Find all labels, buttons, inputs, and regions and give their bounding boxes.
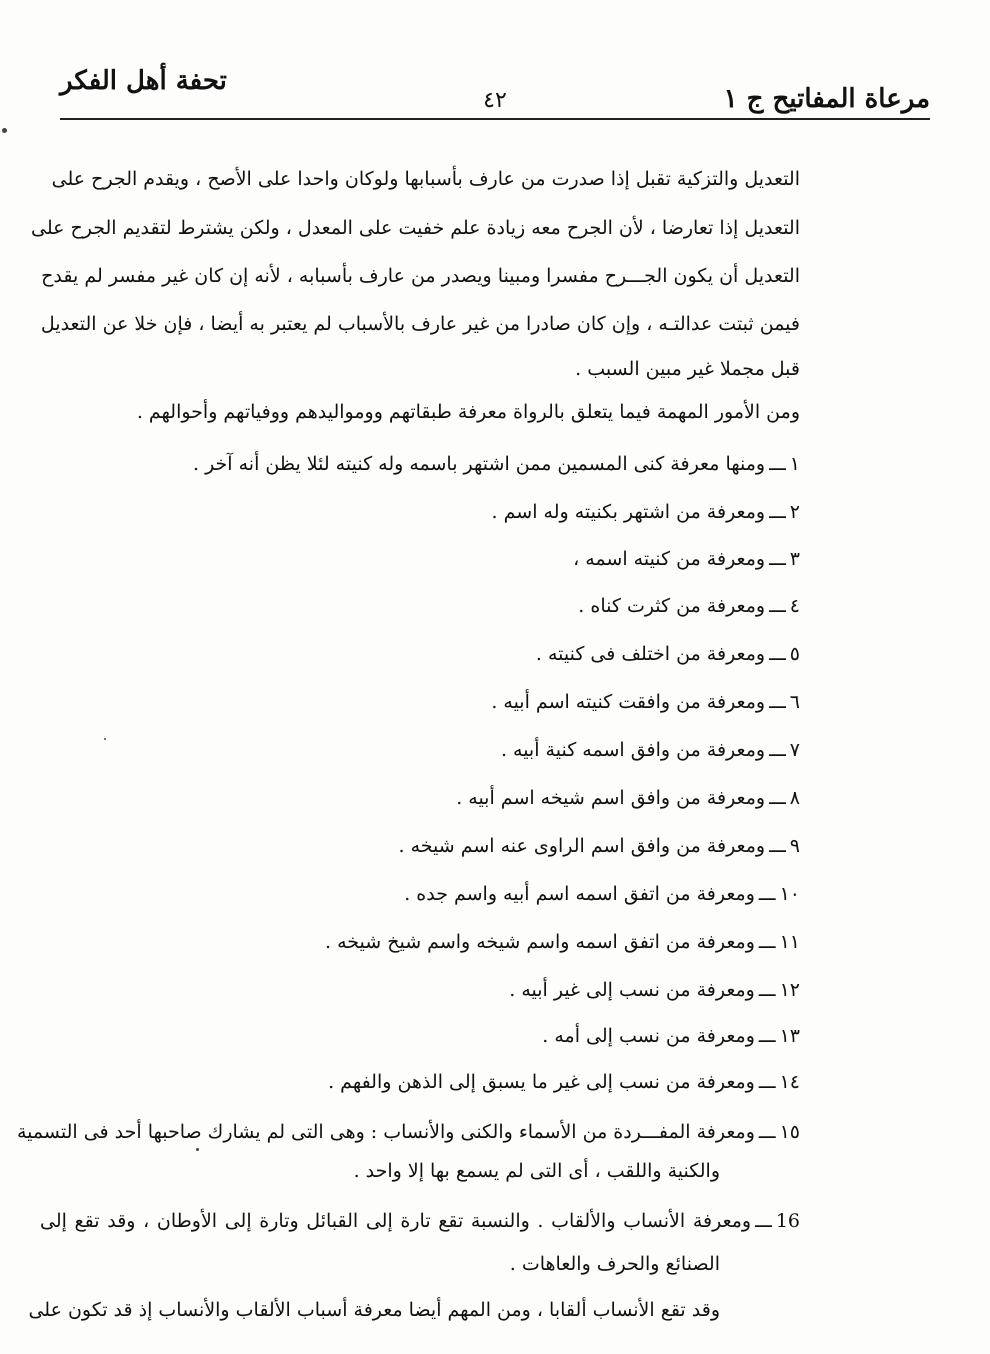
scan-speck: [2, 128, 7, 133]
list-item: ٧ـــومعرفة من وافق اسمه كنية أبيه .: [501, 736, 800, 764]
item-number: ٩: [789, 835, 800, 857]
running-title-right: مرعاة المفاتيح ج ١: [723, 84, 930, 114]
page-header: [60, 66, 930, 120]
list-item: ٩ـــومعرفة من وافق اسم الراوى عنه اسم شيخه .: [399, 832, 801, 860]
item-number: ٤: [789, 595, 800, 617]
item-text: ومعرفة من اتفق اسمه اسم أبيه واسم جده .: [404, 883, 755, 905]
item-text: ومعرفة الأنساب والألقاب . والنسبة تقع تارة إلى القبائل وتارة إلى الأوطان ، وقد تقع إلى: [40, 1210, 752, 1232]
list-item: ١٠ـــومعرفة من اتفق اسمه اسم أبيه واسم جده .: [404, 880, 800, 908]
paragraph-line: قبل مجملا غير مبين السبب .: [575, 358, 800, 380]
list-item-continuation: الصنائع والحرف والعاهات .: [509, 1253, 720, 1275]
running-title-left: تحفة أهل الفكر: [60, 66, 227, 96]
item-text: ومعرفة المفـــردة من الأسماء والكنى والأنساب : وهى التى لم يشارك صاحبها أحد فى التسمية: [17, 1121, 755, 1143]
list-item: ٢ـــومعرفة من اشتهر بكنيته وله اسم .: [492, 498, 800, 526]
item-number: ٧: [789, 739, 800, 761]
list-item: 16ـــومعرفة الأنساب والألقاب . والنسبة تقع تارة إلى القبائل وتارة إلى الأوطان ، وقد تقع إلى: [40, 1207, 800, 1235]
list-item: ٤ـــومعرفة من كثرت كناه .: [578, 592, 800, 620]
item-number: ١: [789, 453, 800, 475]
item-text: ومعرفة من وافق اسم الراوى عنه اسم شيخه .: [398, 835, 766, 857]
scan-speck: [196, 1148, 199, 1151]
paragraph-line: فيمن ثبتت عدالتـه ، وإن كان صادرا من غير عارف بالأسباب لم يعتبر به أيضا ، فإن خلا عن التعديل: [40, 313, 800, 335]
list-item: ١٣ـــومعرفة من نسب إلى أمه .: [542, 1022, 800, 1050]
item-text: ومعرفة من كثرت كناه .: [578, 595, 766, 617]
item-number: ١١: [779, 931, 800, 953]
item-text: ومعرفة من نسب إلى غير ما يسبق إلى الذهن والفهم .: [328, 1071, 755, 1093]
intro-line: ومن الأمور المهمة فيما يتعلق بالرواة معرفة طبقاتهم وومواليدهم ووفياتهم وأحوالهم .: [136, 401, 800, 423]
item-text: ومعرفة من اختلف فى كنيته .: [535, 643, 766, 665]
item-text: ومعرفة من وافق اسم شيخه اسم أبيه .: [456, 787, 766, 809]
paragraph-line: وقد تقع الأنساب ألقابا ، ومن المهم أيضا معرفة أسباب الألقاب والأنساب إذ قد تكون على: [28, 1299, 720, 1321]
item-number: ٢: [789, 501, 800, 523]
item-number: ٨: [789, 787, 800, 809]
item-number: ١٤: [779, 1071, 800, 1093]
list-item-continuation: والكنية واللقب ، أى التى لم يسمع بها إلا واحد .: [353, 1160, 720, 1182]
item-number: ٣: [789, 548, 800, 570]
item-text: ومعرفة من نسب إلى غير أبيه .: [509, 979, 755, 1001]
list-item: ١٤ـــومعرفة من نسب إلى غير ما يسبق إلى الذهن والفهم .: [328, 1068, 800, 1096]
list-item: ١ـــومنها معرفة كنى المسمين ممن اشتهر باسمه وله كنيته لئلا يظن أنه آخر .: [193, 450, 800, 478]
item-text: ومعرفة من وافق اسمه كنية أبيه .: [500, 739, 766, 761]
item-text: ومعرفة من نسب إلى أمه .: [542, 1025, 755, 1047]
item-number: ١٠: [779, 883, 800, 905]
paragraph-line: التعديل والتزكية تقبل إذا صدرت من عارف بأسبابها ولوكان واحدا على الأصح ، ويقدم الجرح على: [51, 168, 800, 190]
item-text: ومعرفة من كنيته اسمه ،: [573, 548, 766, 570]
item-number: ١٥: [779, 1121, 800, 1143]
item-text: ومنها معرفة كنى المسمين ممن اشتهر باسمه وله كنيته لئلا يظن أنه آخر .: [192, 453, 766, 475]
list-item: ٥ـــومعرفة من اختلف فى كنيته .: [536, 640, 800, 668]
item-number: ١٣: [779, 1025, 800, 1047]
page-number: ٤٢: [483, 88, 507, 113]
item-number: ١٢: [779, 979, 800, 1001]
item-number: ٥: [789, 643, 800, 665]
list-item: ١٥ـــومعرفة المفـــردة من الأسماء والكنى والأنساب : وهى التى لم يشارك صاحبها أحد فى التسمية: [40, 1118, 800, 1146]
list-item: ٦ـــومعرفة من وافقت كنيته اسم أبيه .: [491, 688, 800, 716]
paragraph-line: التعديل أن يكون الجـــرح مفسرا ومبينا ويصدر من عارف بأسبابه ، لأنه إن كان غير مفسر لم يقدح: [41, 265, 800, 287]
item-number: ٦: [789, 691, 800, 713]
list-item: ١٢ـــومعرفة من نسب إلى غير أبيه .: [509, 976, 800, 1004]
item-number: 16: [775, 1210, 800, 1232]
list-item: ٣ـــومعرفة من كنيته اسمه ،: [573, 545, 800, 573]
item-text: ومعرفة من اتفق اسمه واسم شيخه واسم شيخ شيخه .: [325, 931, 755, 953]
scan-speck: [104, 738, 106, 740]
list-item: ٨ـــومعرفة من وافق اسم شيخه اسم أبيه .: [456, 784, 800, 812]
paragraph-line: التعديل إذا تعارضا ، لأن الجرح معه زيادة علم خفيت على المعدل ، ولكن يشترط لتقديم الجرح على: [31, 217, 800, 239]
item-text: ومعرفة من اشتهر بكنيته وله اسم .: [491, 501, 766, 523]
item-text: ومعرفة من وافقت كنيته اسم أبيه .: [491, 691, 766, 713]
list-item: ١١ـــومعرفة من اتفق اسمه واسم شيخه واسم شيخ شيخه .: [325, 928, 800, 956]
